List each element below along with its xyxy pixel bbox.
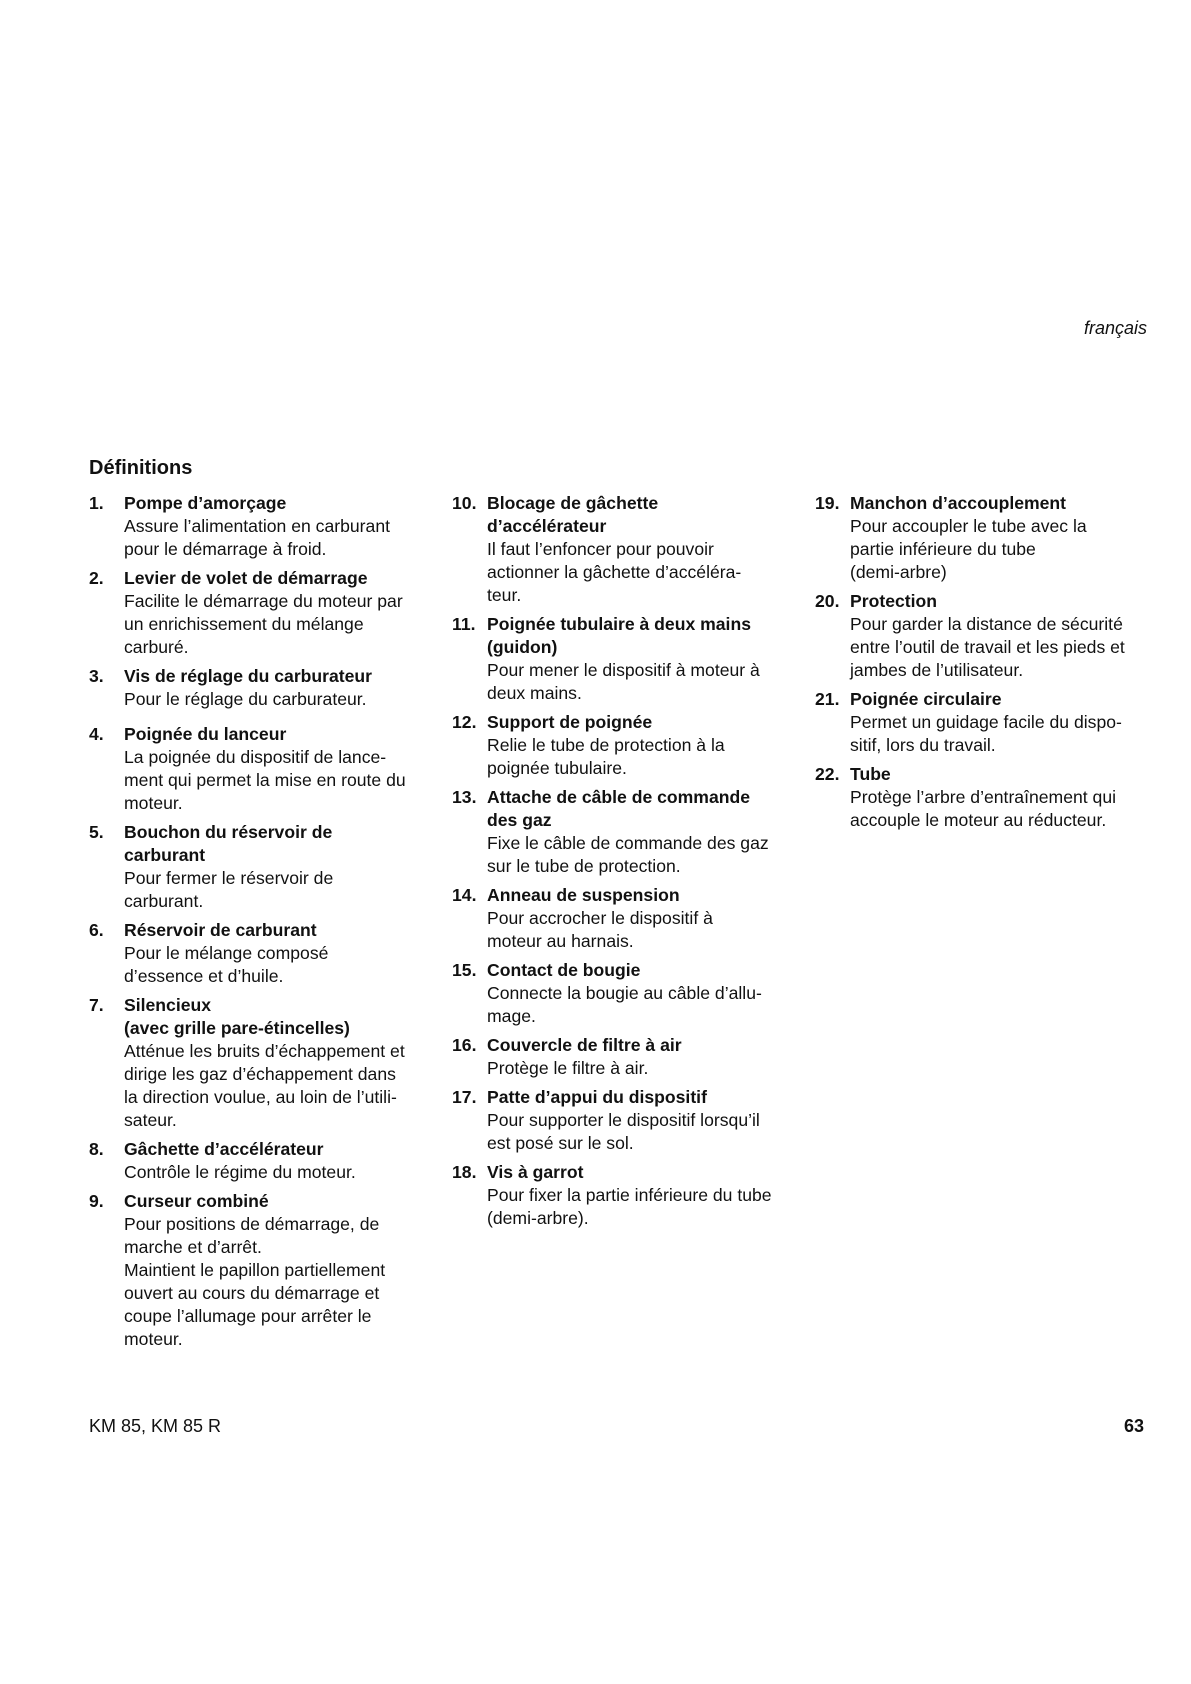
- item-term: Vis de réglage du carburateur: [124, 666, 373, 686]
- item-description: Atténue les bruits d’échappement et dirige les gaz d’échappement dans la direction voulue, au loin de l’utili- sateur.: [124, 1041, 405, 1130]
- item-description: Pour mener le dispositif à moteur à deux mains.: [487, 660, 760, 703]
- item-description: Relie le tube de protection à la poignée tubulaire.: [487, 735, 725, 778]
- definition-item-8: [89, 1138, 429, 1184]
- item-term: Attache de câble de commande des gaz: [487, 787, 751, 830]
- item-description: Protège le filtre à air.: [487, 1058, 649, 1078]
- item-number: 12.: [452, 712, 477, 732]
- item-number: 15.: [452, 960, 477, 980]
- item-number: 4.: [89, 724, 104, 744]
- item-number: 10.: [452, 493, 477, 513]
- item-description: Fixe le câble de commande des gaz sur le tube de protection.: [487, 833, 769, 876]
- item-term: Contact de bougie: [487, 960, 641, 980]
- item-description: Pour supporter le dispositif lorsqu’il est posé sur le sol.: [487, 1110, 760, 1153]
- footer-model: KM 85, KM 85 R: [89, 1416, 222, 1436]
- item-term: Poignée circulaire: [850, 689, 1002, 709]
- definition-item-12: [452, 711, 792, 780]
- definition-item-10: [452, 492, 792, 607]
- item-number: 3.: [89, 666, 104, 686]
- definition-item-22: [815, 763, 1155, 832]
- definition-item-4: [89, 723, 429, 815]
- item-term: Protection: [850, 591, 937, 611]
- item-description: Pour le réglage du carburateur.: [124, 689, 367, 709]
- item-number: 2.: [89, 568, 104, 588]
- item-number: 20.: [815, 591, 840, 611]
- definitions-column-1: [89, 492, 429, 1357]
- item-term: Couvercle de filtre à air: [487, 1035, 682, 1055]
- item-number: 17.: [452, 1087, 477, 1107]
- definition-item-6: [89, 919, 429, 988]
- definition-item-14: [452, 884, 792, 953]
- definition-item-9: [89, 1190, 429, 1351]
- item-number: 1.: [89, 493, 104, 513]
- item-term: Poignée du lanceur: [124, 724, 287, 744]
- definition-item-7: [89, 994, 429, 1132]
- item-description: Connecte la bougie au câble d’allu- mage.: [487, 983, 762, 1026]
- item-term: Silencieux (avec grille pare-étincelles): [124, 995, 350, 1038]
- item-term: Tube: [850, 764, 891, 784]
- language-label: français: [1083, 318, 1147, 338]
- item-number: 18.: [452, 1162, 477, 1182]
- item-term: Vis à garrot: [487, 1162, 584, 1182]
- definition-item-13: [452, 786, 792, 878]
- item-description: Protège l’arbre d’entraînement qui accouple le moteur au réducteur.: [850, 787, 1117, 830]
- item-description: Permet un guidage facile du dispo- sitif, lors du travail.: [850, 712, 1122, 755]
- item-number: 16.: [452, 1035, 477, 1055]
- definition-item-11: [452, 613, 792, 705]
- definition-item-2: [89, 567, 429, 659]
- item-number: 13.: [452, 787, 477, 807]
- item-description: Pour accrocher le dispositif à moteur au harnais.: [487, 908, 713, 951]
- item-description: Pour accoupler le tube avec la partie inférieure du tube (demi-arbre): [850, 516, 1087, 582]
- definition-item-20: [815, 590, 1155, 682]
- item-term: Curseur combiné: [124, 1191, 269, 1211]
- item-description: Assure l’alimentation en carburant pour le démarrage à froid.: [124, 516, 391, 559]
- item-term: Patte d’appui du dispositif: [487, 1087, 707, 1107]
- item-number: 21.: [815, 689, 840, 709]
- item-term: Manchon d’accouplement: [850, 493, 1067, 513]
- item-number: 19.: [815, 493, 840, 513]
- definition-item-15: [452, 959, 792, 1028]
- definitions-column-2: [452, 492, 792, 1236]
- definition-item-5: [89, 821, 429, 913]
- item-term: Blocage de gâchette d’accélérateur: [487, 493, 659, 536]
- item-number: 22.: [815, 764, 840, 784]
- item-description: Contrôle le régime du moteur.: [124, 1162, 356, 1182]
- item-description: Pour positions de démarrage, de marche et d’arrêt. Maintient le papillon partiellement ouvert au cours du démarrage et coupe l’allumage pour arrêter le moteur.: [124, 1214, 386, 1349]
- item-description: Facilite le démarrage du moteur par un enrichissement du mélange carburé.: [124, 591, 403, 657]
- item-description: Pour garder la distance de sécurité entre l’outil de travail et les pieds et jambes de l’utilisateur.: [850, 614, 1125, 680]
- item-description: Pour fermer le réservoir de carburant.: [124, 868, 334, 911]
- item-term: Support de poignée: [487, 712, 653, 732]
- item-description: Pour le mélange composé d’essence et d’huile.: [124, 943, 329, 986]
- definitions-column-3: [815, 492, 1155, 838]
- item-term: Levier de volet de démarrage: [124, 568, 368, 588]
- item-term: Anneau de suspension: [487, 885, 680, 905]
- item-term: Poignée tubulaire à deux mains (guidon): [487, 614, 751, 657]
- definition-item-3: [89, 665, 429, 711]
- item-term: Réservoir de carburant: [124, 920, 317, 940]
- item-term: Pompe d’amorçage: [124, 493, 287, 513]
- item-term: Bouchon du réservoir de carburant: [124, 822, 333, 865]
- definition-item-19: [815, 492, 1155, 584]
- definition-item-18: [452, 1161, 792, 1230]
- definition-item-16: [452, 1034, 792, 1080]
- page-number: 63: [1123, 1416, 1144, 1436]
- definition-item-17: [452, 1086, 792, 1155]
- item-number: 7.: [89, 995, 104, 1015]
- definition-item-1: [89, 492, 429, 561]
- section-title: Définitions: [89, 457, 193, 479]
- item-number: 14.: [452, 885, 477, 905]
- item-number: 9.: [89, 1191, 104, 1211]
- item-description: Pour fixer la partie inférieure du tube (demi-arbre).: [487, 1185, 772, 1228]
- item-term: Gâchette d’accélérateur: [124, 1139, 324, 1159]
- item-number: 8.: [89, 1139, 104, 1159]
- item-number: 5.: [89, 822, 104, 842]
- definition-item-21: [815, 688, 1155, 757]
- item-description: Il faut l’enfoncer pour pouvoir actionner la gâchette d’accéléra- teur.: [487, 539, 742, 605]
- item-number: 6.: [89, 920, 104, 940]
- item-number: 11.: [452, 614, 476, 634]
- item-description: La poignée du dispositif de lance- ment qui permet la mise en route du moteur.: [124, 747, 406, 813]
